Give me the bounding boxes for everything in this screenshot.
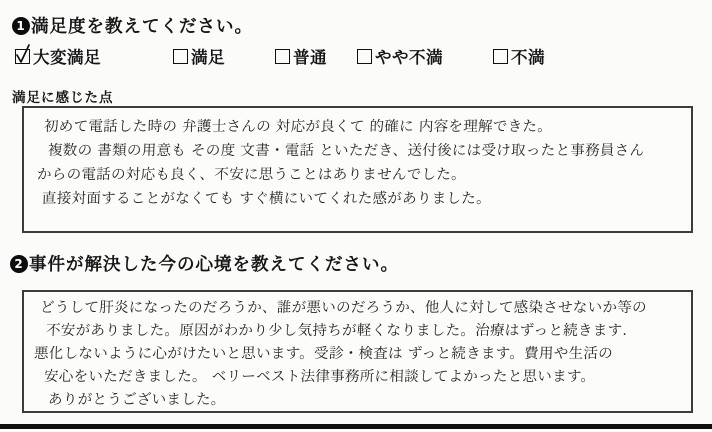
option-label: 普通 (293, 48, 327, 67)
question2-title (10, 251, 399, 276)
checkbox-empty-icon (493, 49, 508, 64)
handwritten-line: どうして肝炎になったのだろうか、誰が悪いのだろうか、他人に対して感染させないか等の (39, 300, 648, 316)
handwritten-line: 安心をいただきました。 ベリーベスト法律事務所に相談してよかったと思います。 (43, 369, 596, 385)
option-label: 満足 (191, 48, 225, 67)
question1-title-text: 満足度を教えてください。 (31, 16, 253, 36)
question2-title-text: 事件が解決した今の心境を教えてください。 (29, 254, 399, 274)
option-daihen-manzoku (15, 44, 101, 68)
answer-box-question2 (22, 290, 693, 413)
checkmark-icon (14, 43, 32, 65)
answer-box-question1 (22, 106, 693, 233)
checkbox-empty-icon (357, 49, 372, 64)
option-manzoku (173, 44, 225, 68)
checkbox-empty-icon (275, 49, 290, 64)
bottom-divider-rule (0, 424, 712, 429)
question1-number-badge: 1 (12, 17, 30, 35)
handwritten-line: 不安がありました。原因がわかり少し気持ちが軽くなりました。治療はずっと続きます. (45, 323, 628, 339)
option-yaya-fuman (357, 44, 443, 68)
satisfaction-points-label: 満足に感じた点 (12, 90, 114, 105)
handwritten-line: ありがとうございました。 (47, 392, 226, 408)
option-futsuu (275, 44, 327, 68)
handwritten-line: 悪化しないように心がけたいと思います。受診・検査は ずっと続きます。費用や生活の (33, 346, 614, 362)
handwritten-line: 初めて電話した時の 弁護士さんの 対応が良くて 的確に 内容を理解できた。 (43, 119, 553, 135)
checkbox-empty-icon (173, 49, 188, 64)
option-fuman (493, 44, 545, 68)
question1-title (12, 13, 253, 38)
question2-number-badge: 2 (10, 255, 28, 273)
handwritten-line: 複数の 書類の用意も その度 文書・電話 といただき、送付後には受け取ったと事務員さん (47, 143, 645, 159)
option-label: 大変満足 (33, 48, 101, 67)
handwritten-line: からの電話の対応も良く、不安に思うことはありませんでした。 (36, 167, 467, 183)
option-label: 不満 (511, 48, 545, 67)
handwritten-line: 直接対面することがなくても すぐ横にいてくれた感がありました。 (41, 191, 492, 207)
checkbox-checked-icon (15, 49, 30, 64)
option-label: やや不満 (375, 48, 443, 67)
